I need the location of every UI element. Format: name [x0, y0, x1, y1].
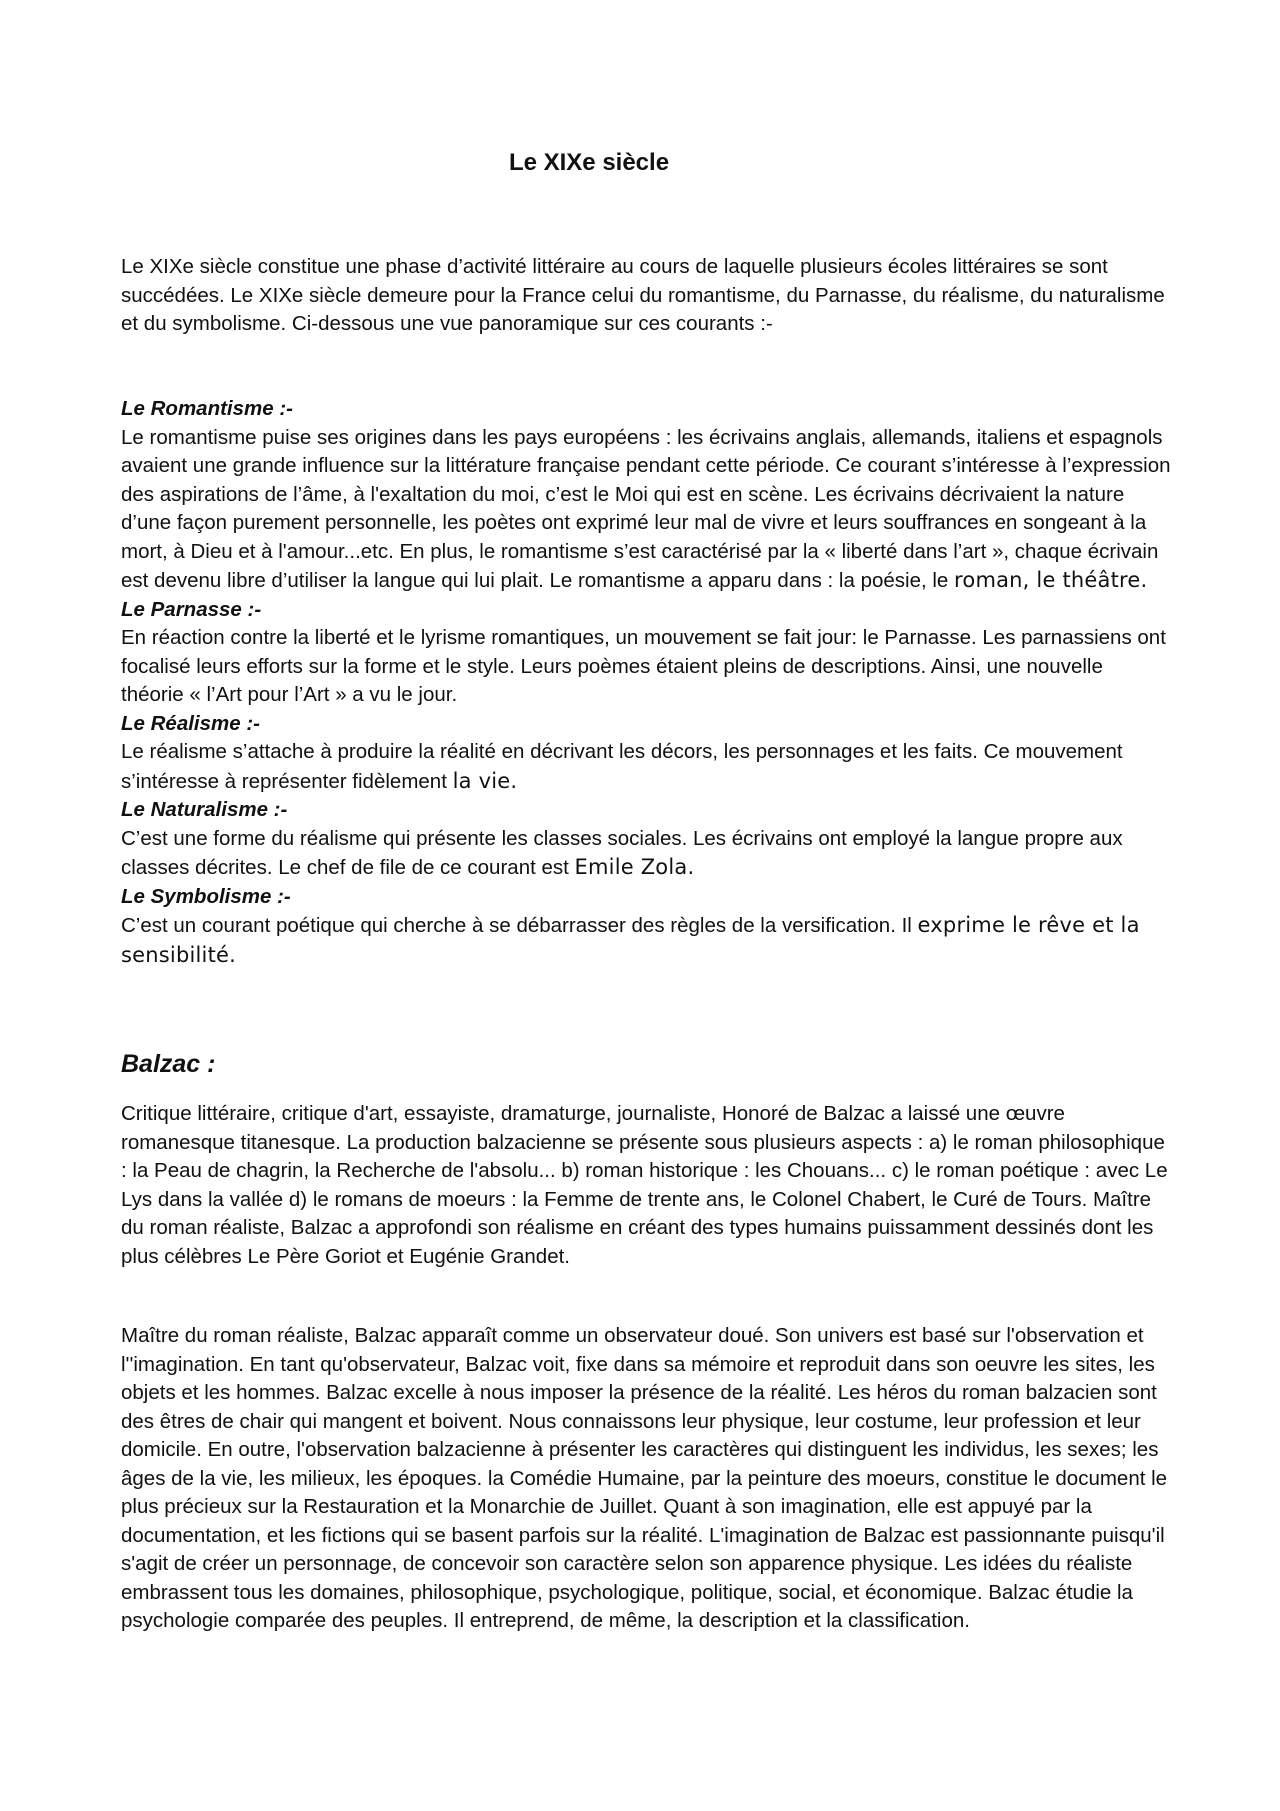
text-naturalisme — [121, 825, 1171, 883]
text-symbolisme — [121, 911, 1171, 970]
heading-parnasse: Le Parnasse :- — [121, 597, 262, 621]
balzac-heading: Balzac : — [121, 1050, 216, 1078]
text-parnasse: En réaction contre la liberté et le lyrisme romantiques, un mouvement se fait jour: le Parnasse. Les parnassiens ont focalisé leurs efforts sur la forme et le style. Leurs poèmes étaient pleins de descriptions. Ainsi, une nouvelle théorie « l’Art pour l’Art » a vu le jour. — [121, 626, 1166, 706]
heading-romantisme: Le Romantisme :- — [121, 397, 293, 420]
heading-naturalisme: Le Naturalisme :- — [121, 798, 288, 821]
text-romantisme-body: Le romantisme puise ses origines dans les pays européens : les écrivains anglais, allemands, italiens et espagnols avaient une grande influence sur la littérature française pendant cette période. Ce courant s’intéresse à l’expression des aspirations de l’âme, à l'exaltation du moi, c’est le Moi qui est en scène. Les écrivains décrivaient la nature d’une façon purement personnelle, les poètes ont exprimé leur mal de vivre et leurs souffrances en songeant à la mort, à Dieu et à l'amour...etc. En plus, le romantisme s’est caractérisé par la « liberté dans l’art », chaque écrivain est devenu libre d’utiliser la langue qui lui plait. Le romantisme a apparu dans : la poésie, le — [121, 425, 1171, 592]
text-naturalisme-tail: Emile Zola. — [574, 855, 695, 879]
text-symbolisme-tail: exprime le rêve et la sensibilité. — [121, 913, 1140, 967]
heading-realisme: Le Réalisme :- — [121, 711, 260, 735]
heading-symbolisme: Le Symbolisme :- — [121, 884, 291, 908]
page-title: Le XIXe siècle — [508, 149, 670, 176]
intro-paragraph: Le XIXe siècle constitue une phase d’activité littéraire au cours de laquelle plusieurs écoles littéraires se sont succédées. Le XIXe siècle demeure pour la France celui du romantisme, du Parnasse, du réalisme, du naturalisme et du symbolisme. Ci-dessous une vue panoramique sur ces courants :- — [121, 255, 1165, 335]
text-symbolisme-body: C’est un courant poétique qui cherche à se débarrasser des règles de la versification. Il — [121, 914, 918, 937]
text-romantisme-tail: roman, le théâtre. — [954, 568, 1148, 592]
text-realisme-tail: la vie. — [452, 768, 518, 793]
text-realisme — [121, 738, 1171, 796]
text-naturalisme-body: C’est une forme du réalisme qui présente les classes sociales. Les écrivains ont employé la langue propre aux classes décrites. Le chef de file de ce courant est — [121, 826, 1123, 879]
balzac-paragraph-2: Maître du roman réaliste, Balzac apparaît comme un observateur doué. Son univers est basé sur l'observation et l''imagination. En tant qu'observateur, Balzac voit, fixe dans sa mémoire et reproduit dans son oeuvre les sites, les objets et les hommes. Balzac excelle à nous imposer la présence de la réalité. Les héros du roman balzacien sont des êtres de chair qui mangent et boivent. Nous connaissons leur physique, leur costume, leur profession et leur domicile. En outre, l'observation balzacienne à présenter les caractères qui distinguent les individus, les sexes; les âges de la vie, les milieux, les époques. la Comédie Humaine, par la peinture des moeurs, constitue le document le plus précieux sur la Restauration et la Monarchie de Juillet. Quant à son imagination, elle est appuyé par la documentation, et les fictions qui se basent parfois sur la réalité. L'imagination de Balzac est passionnante puisqu'il s'agit de créer un personnage, de concevoir son caractère selon son apparence physique. Les idées du réaliste embrassent tous les domaines, philosophique, psychologique, politique, social, et économique. Balzac étudie la psychologie comparée des peuples. Il entreprend, de même, la description et la classification. — [121, 1324, 1168, 1632]
balzac-paragraph-1: Critique littéraire, critique d'art, essayiste, dramaturge, journaliste, Honoré de Balzac a laissé une œuvre romanesque titanesque. La production balzacienne se présente sous plusieurs aspects : a) le roman philosophique : la Peau de chagrin, la Recherche de l'absolu... b) roman historique : les Chouans... c) le roman poétique : avec Le Lys dans la vallée d) le romans de moeurs : la Femme de trente ans, le Colonel Chabert, le Curé de Tours. Maître du roman réaliste, Balzac a approfondi son réalisme en créant des types humains puissamment dessinés dont les plus célèbres Le Père Goriot et Eugénie Grandet. — [121, 1102, 1168, 1268]
movements-section — [121, 395, 1171, 970]
text-romantisme — [121, 424, 1171, 596]
text-realisme-body: Le réalisme s’attache à produire la réalité en décrivant les décors, les personnages et les faits. Ce mouvement s’intéresse à représenter fidèlement — [121, 740, 1123, 793]
